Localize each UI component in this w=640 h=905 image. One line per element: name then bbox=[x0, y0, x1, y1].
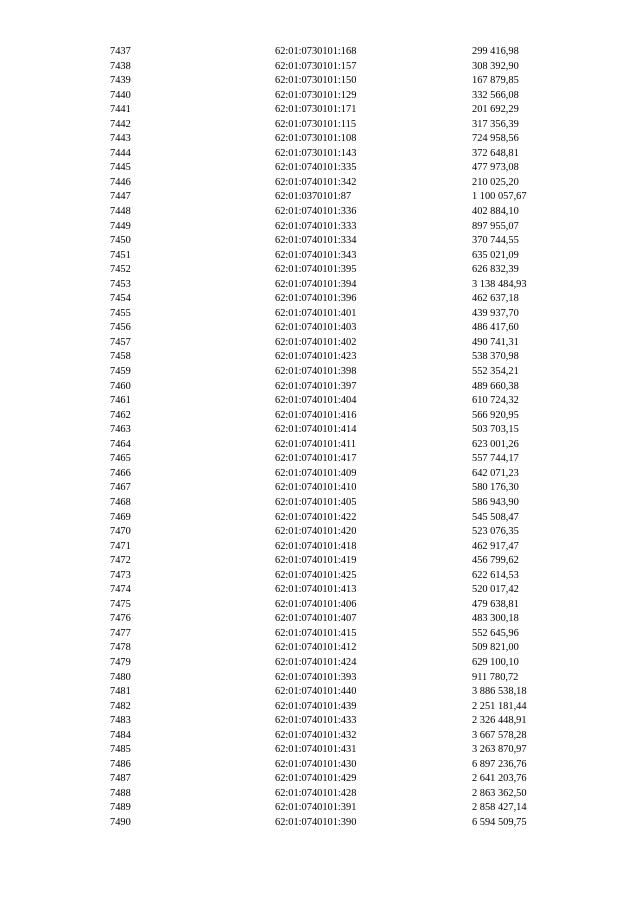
cadastral-value: 911 780,72 bbox=[472, 671, 519, 683]
cadastral-value: 2 251 181,44 bbox=[472, 700, 527, 712]
cadastral-number: 62:01:0740101:418 bbox=[275, 540, 357, 552]
table-row bbox=[0, 700, 640, 715]
cadastral-number: 62:01:0740101:412 bbox=[275, 642, 357, 654]
table-row bbox=[0, 132, 640, 147]
row-number: 7442 bbox=[110, 118, 131, 130]
table-row bbox=[0, 423, 640, 438]
cadastral-value: 557 744,17 bbox=[472, 453, 519, 465]
cadastral-number: 62:01:0740101:394 bbox=[275, 278, 357, 290]
row-number: 7440 bbox=[110, 89, 131, 101]
cadastral-value-table bbox=[0, 45, 640, 831]
cadastral-number: 62:01:0740101:398 bbox=[275, 366, 357, 378]
row-number: 7472 bbox=[110, 555, 131, 567]
cadastral-value: 332 566,08 bbox=[472, 89, 519, 101]
table-row bbox=[0, 249, 640, 264]
row-number: 7473 bbox=[110, 569, 131, 581]
cadastral-value: 479 638,81 bbox=[472, 598, 519, 610]
table-row bbox=[0, 772, 640, 787]
cadastral-value: 509 821,00 bbox=[472, 642, 519, 654]
table-row bbox=[0, 365, 640, 380]
row-number: 7466 bbox=[110, 467, 131, 479]
cadastral-number: 62:01:0740101:425 bbox=[275, 569, 357, 581]
cadastral-number: 62:01:0740101:333 bbox=[275, 220, 357, 232]
cadastral-value: 2 641 203,76 bbox=[472, 773, 527, 785]
cadastral-value: 489 660,38 bbox=[472, 380, 519, 392]
cadastral-number: 62:01:0740101:396 bbox=[275, 293, 357, 305]
cadastral-value: 308 392,90 bbox=[472, 60, 519, 72]
row-number: 7478 bbox=[110, 642, 131, 654]
row-number: 7439 bbox=[110, 75, 131, 87]
table-row bbox=[0, 598, 640, 613]
table-row bbox=[0, 787, 640, 802]
row-number: 7488 bbox=[110, 787, 131, 799]
cadastral-number: 62:01:0740101:440 bbox=[275, 686, 357, 698]
row-number: 7455 bbox=[110, 307, 131, 319]
cadastral-number: 62:01:0740101:406 bbox=[275, 598, 357, 610]
cadastral-value: 580 176,30 bbox=[472, 482, 519, 494]
cadastral-value: 629 100,10 bbox=[472, 656, 519, 668]
cadastral-number: 62:01:0740101:420 bbox=[275, 526, 357, 538]
cadastral-number: 62:01:0740101:397 bbox=[275, 380, 357, 392]
cadastral-number: 62:01:0730101:157 bbox=[275, 60, 357, 72]
cadastral-value: 1 100 057,67 bbox=[472, 191, 527, 203]
row-number: 7444 bbox=[110, 147, 131, 159]
row-number: 7457 bbox=[110, 336, 131, 348]
cadastral-value: 167 879,85 bbox=[472, 75, 519, 87]
cadastral-number: 62:01:0740101:428 bbox=[275, 787, 357, 799]
table-row bbox=[0, 656, 640, 671]
row-number: 7485 bbox=[110, 744, 131, 756]
cadastral-value: 299 416,98 bbox=[472, 46, 519, 57]
row-number: 7467 bbox=[110, 482, 131, 494]
row-number: 7479 bbox=[110, 656, 131, 668]
table-row bbox=[0, 380, 640, 395]
row-number: 7469 bbox=[110, 511, 131, 523]
table-row bbox=[0, 45, 640, 60]
table-row bbox=[0, 816, 640, 831]
cadastral-number: 62:01:0730101:168 bbox=[275, 46, 357, 57]
cadastral-value: 566 920,95 bbox=[472, 409, 519, 421]
cadastral-value: 486 417,60 bbox=[472, 322, 519, 334]
row-number: 7449 bbox=[110, 220, 131, 232]
cadastral-value: 552 645,96 bbox=[472, 627, 519, 639]
row-number: 7474 bbox=[110, 584, 131, 596]
row-number: 7482 bbox=[110, 700, 131, 712]
row-number: 7484 bbox=[110, 729, 131, 741]
table-row bbox=[0, 685, 640, 700]
cadastral-value: 623 001,26 bbox=[472, 438, 519, 450]
cadastral-number: 62:01:0740101:342 bbox=[275, 176, 357, 188]
table-row bbox=[0, 540, 640, 555]
table-row bbox=[0, 103, 640, 118]
row-number: 7447 bbox=[110, 191, 131, 203]
table-row bbox=[0, 467, 640, 482]
cadastral-number: 62:01:0740101:415 bbox=[275, 627, 357, 639]
table-row bbox=[0, 511, 640, 526]
row-number: 7441 bbox=[110, 104, 131, 116]
table-row bbox=[0, 671, 640, 686]
table-row bbox=[0, 205, 640, 220]
table-row bbox=[0, 234, 640, 249]
cadastral-value: 642 071,23 bbox=[472, 467, 519, 479]
row-number: 7490 bbox=[110, 816, 131, 828]
cadastral-number: 62:01:0740101:401 bbox=[275, 307, 357, 319]
cadastral-number: 62:01:0740101:410 bbox=[275, 482, 357, 494]
cadastral-number: 62:01:0740101:395 bbox=[275, 264, 357, 276]
table-row bbox=[0, 481, 640, 496]
cadastral-number: 62:01:0740101:402 bbox=[275, 336, 357, 348]
cadastral-value: 2 863 362,50 bbox=[472, 787, 527, 799]
cadastral-number: 62:01:0740101:423 bbox=[275, 351, 357, 363]
cadastral-number: 62:01:0740101:422 bbox=[275, 511, 357, 523]
cadastral-value: 3 886 538,18 bbox=[472, 686, 527, 698]
row-number: 7458 bbox=[110, 351, 131, 363]
cadastral-value: 610 724,32 bbox=[472, 395, 519, 407]
cadastral-value: 724 958,56 bbox=[472, 133, 519, 145]
row-number: 7462 bbox=[110, 409, 131, 421]
cadastral-number: 62:01:0740101:403 bbox=[275, 322, 357, 334]
row-number: 7438 bbox=[110, 60, 131, 72]
row-number: 7445 bbox=[110, 162, 131, 174]
cadastral-number: 62:01:0740101:416 bbox=[275, 409, 357, 421]
table-row bbox=[0, 729, 640, 744]
table-row bbox=[0, 743, 640, 758]
cadastral-number: 62:01:0730101:150 bbox=[275, 75, 357, 87]
cadastral-value: 477 973,08 bbox=[472, 162, 519, 174]
row-number: 7456 bbox=[110, 322, 131, 334]
cadastral-number: 62:01:0740101:407 bbox=[275, 613, 357, 625]
row-number: 7487 bbox=[110, 773, 131, 785]
cadastral-number: 62:01:0740101:439 bbox=[275, 700, 357, 712]
cadastral-value: 897 955,07 bbox=[472, 220, 519, 232]
cadastral-value: 6 897 236,76 bbox=[472, 758, 527, 770]
row-number: 7450 bbox=[110, 235, 131, 247]
cadastral-number: 62:01:0740101:411 bbox=[275, 438, 357, 450]
table-row bbox=[0, 394, 640, 409]
cadastral-value: 402 884,10 bbox=[472, 206, 519, 218]
row-number: 7471 bbox=[110, 540, 131, 552]
row-number: 7486 bbox=[110, 758, 131, 770]
cadastral-value: 503 703,15 bbox=[472, 424, 519, 436]
table-row bbox=[0, 176, 640, 191]
cadastral-number: 62:01:0740101:393 bbox=[275, 671, 357, 683]
table-row bbox=[0, 161, 640, 176]
cadastral-value: 3 138 484,93 bbox=[472, 278, 527, 290]
cadastral-number: 62:01:0740101:335 bbox=[275, 162, 357, 174]
cadastral-value: 3 263 870,97 bbox=[472, 744, 527, 756]
table-row bbox=[0, 438, 640, 453]
table-row bbox=[0, 641, 640, 656]
cadastral-value: 317 356,39 bbox=[472, 118, 519, 130]
cadastral-value: 622 614,53 bbox=[472, 569, 519, 581]
cadastral-number: 62:01:0740101:336 bbox=[275, 206, 357, 218]
row-number: 7443 bbox=[110, 133, 131, 145]
cadastral-value: 538 370,98 bbox=[472, 351, 519, 363]
cadastral-number: 62:01:0740101:404 bbox=[275, 395, 357, 407]
row-number: 7460 bbox=[110, 380, 131, 392]
cadastral-number: 62:01:0740101:409 bbox=[275, 467, 357, 479]
table-row bbox=[0, 321, 640, 336]
table-row bbox=[0, 220, 640, 235]
cadastral-value: 2 858 427,14 bbox=[472, 802, 527, 814]
row-number: 7459 bbox=[110, 366, 131, 378]
cadastral-value: 2 326 448,91 bbox=[472, 715, 527, 727]
cadastral-number: 62:01:0730101:115 bbox=[275, 118, 357, 130]
cadastral-number: 62:01:0730101:143 bbox=[275, 147, 357, 159]
cadastral-number: 62:01:0730101:108 bbox=[275, 133, 357, 145]
table-row bbox=[0, 336, 640, 351]
row-number: 7470 bbox=[110, 526, 131, 538]
row-number: 7461 bbox=[110, 395, 131, 407]
row-number: 7446 bbox=[110, 176, 131, 188]
cadastral-value: 370 744,55 bbox=[472, 235, 519, 247]
cadastral-value: 210 025,20 bbox=[472, 176, 519, 188]
table-row bbox=[0, 452, 640, 467]
cadastral-value: 439 937,70 bbox=[472, 307, 519, 319]
cadastral-number: 62:01:0740101:390 bbox=[275, 816, 357, 828]
table-row bbox=[0, 612, 640, 627]
table-row bbox=[0, 89, 640, 104]
cadastral-number: 62:01:0740101:391 bbox=[275, 802, 357, 814]
table-row bbox=[0, 278, 640, 293]
cadastral-value: 490 741,31 bbox=[472, 336, 519, 348]
table-row bbox=[0, 627, 640, 642]
cadastral-value: 626 832,39 bbox=[472, 264, 519, 276]
row-number: 7448 bbox=[110, 206, 131, 218]
row-number: 7483 bbox=[110, 715, 131, 727]
table-row bbox=[0, 263, 640, 278]
cadastral-number: 62:01:0740101:417 bbox=[275, 453, 357, 465]
table-row bbox=[0, 583, 640, 598]
table-row bbox=[0, 801, 640, 816]
table-row bbox=[0, 190, 640, 205]
cadastral-value: 462 637,18 bbox=[472, 293, 519, 305]
table-row bbox=[0, 569, 640, 584]
cadastral-value: 456 799,62 bbox=[472, 555, 519, 567]
cadastral-value: 6 594 509,75 bbox=[472, 816, 527, 828]
cadastral-number: 62:01:0740101:413 bbox=[275, 584, 357, 596]
row-number: 7468 bbox=[110, 496, 131, 508]
table-row bbox=[0, 307, 640, 322]
cadastral-value: 372 648,81 bbox=[472, 147, 519, 159]
cadastral-number: 62:01:0740101:432 bbox=[275, 729, 357, 741]
table-row bbox=[0, 350, 640, 365]
cadastral-number: 62:01:0740101:431 bbox=[275, 744, 357, 756]
row-number: 7476 bbox=[110, 613, 131, 625]
table-row bbox=[0, 554, 640, 569]
cadastral-value: 586 943,90 bbox=[472, 496, 519, 508]
table-row bbox=[0, 74, 640, 89]
row-number: 7489 bbox=[110, 802, 131, 814]
cadastral-value: 520 017,42 bbox=[472, 584, 519, 596]
cadastral-number: 62:01:0370101:87 bbox=[275, 191, 352, 203]
row-number: 7453 bbox=[110, 278, 131, 290]
cadastral-number: 62:01:0740101:405 bbox=[275, 496, 357, 508]
row-number: 7480 bbox=[110, 671, 131, 683]
cadastral-value: 462 917,47 bbox=[472, 540, 519, 552]
cadastral-value: 3 667 578,28 bbox=[472, 729, 527, 741]
cadastral-number: 62:01:0740101:430 bbox=[275, 758, 357, 770]
cadastral-number: 62:01:0740101:414 bbox=[275, 424, 357, 436]
cadastral-value: 483 300,18 bbox=[472, 613, 519, 625]
row-number: 7464 bbox=[110, 438, 131, 450]
row-number: 7454 bbox=[110, 293, 131, 305]
cadastral-number: 62:01:0740101:424 bbox=[275, 656, 357, 668]
row-number: 7477 bbox=[110, 627, 131, 639]
cadastral-value: 552 354,21 bbox=[472, 366, 519, 378]
table-row bbox=[0, 758, 640, 773]
cadastral-value: 201 692,29 bbox=[472, 104, 519, 116]
row-number: 7481 bbox=[110, 686, 131, 698]
cadastral-number: 62:01:0740101:429 bbox=[275, 773, 357, 785]
row-number: 7452 bbox=[110, 264, 131, 276]
cadastral-number: 62:01:0740101:334 bbox=[275, 235, 357, 247]
cadastral-number: 62:01:0740101:343 bbox=[275, 249, 357, 261]
table-row bbox=[0, 496, 640, 511]
cadastral-number: 62:01:0730101:171 bbox=[275, 104, 357, 116]
row-number: 7463 bbox=[110, 424, 131, 436]
cadastral-value: 523 076,35 bbox=[472, 526, 519, 538]
cadastral-number: 62:01:0740101:433 bbox=[275, 715, 357, 727]
row-number: 7465 bbox=[110, 453, 131, 465]
table-row bbox=[0, 525, 640, 540]
cadastral-number: 62:01:0730101:129 bbox=[275, 89, 357, 101]
table-row bbox=[0, 60, 640, 75]
table-row bbox=[0, 118, 640, 133]
row-number: 7475 bbox=[110, 598, 131, 610]
row-number: 7451 bbox=[110, 249, 131, 261]
table-row bbox=[0, 409, 640, 424]
table-row bbox=[0, 292, 640, 307]
table-row bbox=[0, 714, 640, 729]
table-row bbox=[0, 147, 640, 162]
cadastral-number: 62:01:0740101:419 bbox=[275, 555, 357, 567]
row-number: 7437 bbox=[110, 46, 131, 57]
cadastral-value: 635 021,09 bbox=[472, 249, 519, 261]
cadastral-value: 545 508,47 bbox=[472, 511, 519, 523]
